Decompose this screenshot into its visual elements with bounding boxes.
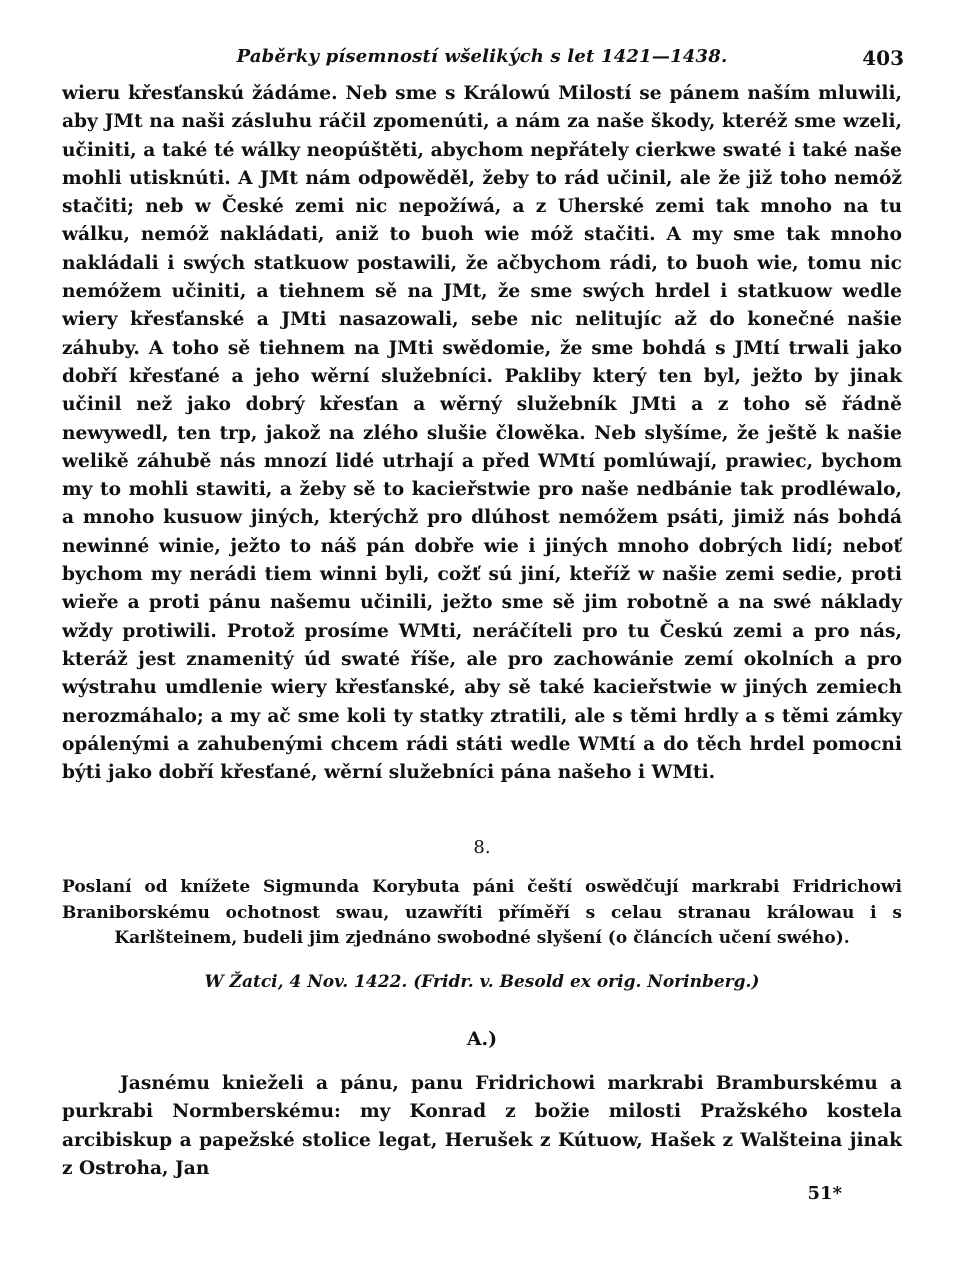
page-header xyxy=(62,40,902,80)
running-title: Paběrky písemností wšelikých s let 1421—1438. xyxy=(236,46,728,67)
letter-text: Jasnému knieželi a pánu, panu Fridrichowi markrabi Bramburskému a purkrabi Normberskému: my Konrad z božie milosti Pražského kostela arcibiskup a papežské stolice legat, Herušek z Kútuow, Hašek z Walšteina jinak z Ostroha, Jan xyxy=(62,1072,902,1179)
body-text xyxy=(62,80,902,787)
body-paragraph: wieru křesťanskú žádáme. Neb sme s Králowú Milostí se pánem naším mluwili, aby JMt na naši zásluhu ráčil zpomenúti, a nám za naše škody, kteréž sme wzeli, učiniti, a také té wálky neopúštěti, abychom nepřátely cierkwe swaté i také naše mohli utisknúti. A JMt nám odpowěděl, žeby to rád učinil, ale že již toho nemóž stačiti; neb w České zemi nic nepožíwá, a z Uherské zemi tak mnoho na tu wálku, nemóž nakládati, aniž to buoh wie móž stačiti. A my sme tak mnoho nakládali i swých statkuow postawili, že ačbychom rádi, to buoh wie, tomu nic nemóžem učiniti, a tiehnem sě na JMt, že sme swých hrdel i statkuow wedle wiery křesťanské a JMti nasazowali, sebe nic nelitujíc až do konečné našie záhuby. A toho sě tiehnem na JMti swědomie, že sme bohdá s JMtí trwali jako dobří křesťané a jeho wěrní služebníci. Pakliby který ten byl, ježto by jinak učinil než jako dobrý křesťan a wěrný služebník JMti a z toho sě řádně newywedl, ten trp, jakož na zlého slušie člowěka. Neb slyšíme, že ještě k našie welikě záhubě nás mnozí lidé utrhají a před WMtí pomlúwají, prawiec, bychom my to mohli stawiti, a žeby sě to kacieřstwie pro naše nedbánie tak prodléwalo, a mnoho kusuow jiných, kterýchž pro dlúhost nemóžem psáti, jimiž nás bohdá newinné winie, ježto to náš pán dobře wie i jiných mnoho dobrých lidí; neboť bychom my nerádi tiem winni byli, cožť sú jiní, kteříž w našie zemi sedie, proti wieře a proti pánu našemu učinili, ježto sme sě jim robotně a na swé náklady wždy protiwili. Protož prosíme WMti, neráčíteli pro tu Českú zemi a pro nás, kteráž jest znamenitý úd swaté říše, ale pro zachowánie zemí okolních a pro wýstrahu umdlenie wiery křesťanské, aby sě také kacieřstwie w jiných zemiech nerozmáhalo; a my ač sme koli ty statky ztratili, ale s těmi hrdly a s těmi zámky opálenými a zahubenými chcem rádi státi wedle WMtí a do těch hrdel pomocni býti jako dobří křesťané, wěrní služebníci pána našeho i WMti. xyxy=(62,83,902,784)
section-number: 8. xyxy=(473,837,491,859)
signature-mark: 51* xyxy=(807,1183,842,1205)
document-summary: Poslaní od knížete Sigmunda Korybuta páni čeští oswědčují markrabi Fridrichowi Braniborskému ochotnost swau, uzawříti příměří s celau stranau králowau i s Karlšteinem, budeli jim zjednáno swobodné slyšení (o článcích učení swého). xyxy=(62,877,902,949)
page-number: 403 xyxy=(862,46,904,70)
page xyxy=(62,40,902,1204)
dateline: W Žatci, 4 Nov. 1422. (Fridr. v. Besold ex orig. Norinberg.) xyxy=(204,971,760,992)
subsection-label: A.) xyxy=(466,1027,498,1050)
